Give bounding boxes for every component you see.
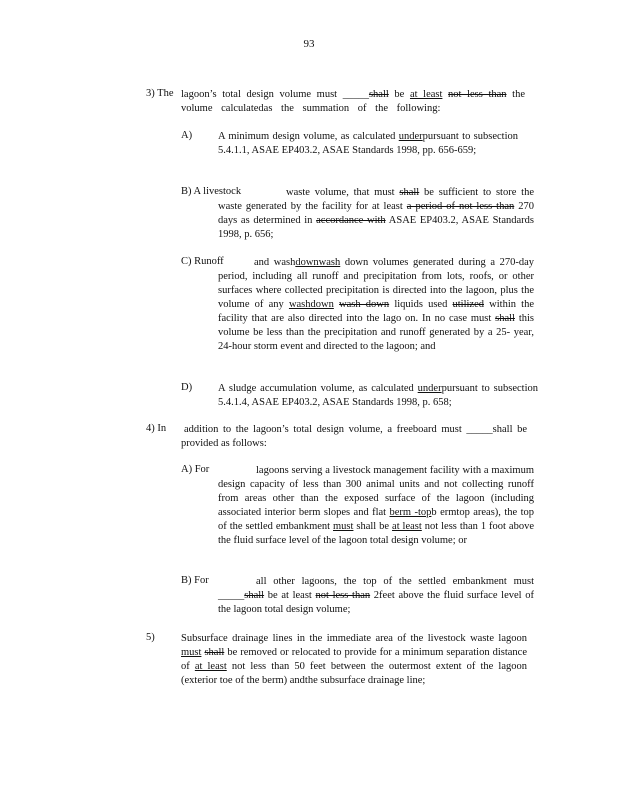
item-a-text [218, 130, 518, 158]
item-4a-ins-berm-top: berm -top [389, 507, 432, 518]
item-a-label: A) [181, 130, 193, 141]
item-c-text-2: down volumes generated during a 270-day period, including all runoff and precipitation from lots, roofs, or other surfaces where collected precipitation is directed into the lagoon, plus the volume of any [218, 257, 535, 310]
item-b-text-2: be sufficient to store the waste generated by the facility for at least [218, 187, 534, 212]
item-b-text-1: waste volume, that must [286, 187, 400, 198]
item-3-del-not-less-than: not less than [448, 89, 507, 100]
item-b-text [218, 186, 534, 242]
item-5-ins-at-least: at least [194, 661, 227, 672]
item-4a-text-1: lagoons serving a livestock management facility with a maximum design capacity of less than 300 animal units and not collecting runoff from areas other than the exposed surface of the lagoon (including associated interior berm slopes and flat [218, 465, 534, 518]
item-4a-ins-at-least: at least [392, 521, 422, 532]
item-4a-text-2: b ermtop areas), the top of the settled embankment [218, 507, 534, 532]
item-3-del-shall: shall [368, 89, 389, 100]
item-c-text [218, 256, 534, 354]
item-4-text-2: shall be provided as follows: [181, 424, 527, 449]
item-a-text-2: pursuant to subsection 5.4.1.1, ASAE EP403.2, ASAE Standards 1998, pp. 656-659; [218, 131, 518, 156]
item-3-mid: be [388, 89, 410, 100]
item-c-text-1: and wash [254, 257, 296, 268]
item-5-text-3: not less than 50 feet between the outermost extent of the lagoon (exterior toe of the berm) andthe subsurface drainage line; [181, 661, 527, 686]
item-4b-text-3: 2feet above the fluid surface level of the lagoon total design volume; [218, 590, 534, 615]
item-5-ins-must: must [181, 647, 202, 658]
item-4-text-1: addition to the lagoon’s total design volume, a freeboard must [184, 424, 467, 435]
item-4b-del-shall: shall [244, 590, 265, 601]
item-d-text-1: A sludge accumulation volume, as calculated [218, 383, 418, 394]
item-4b-label: B) For [181, 575, 209, 586]
item-4b-text-1: all other lagoons, the top of the settled embankment must [256, 576, 534, 587]
item-d-text-2: pursuant to subsection 5.4.1.4, ASAE EP403.2, ASAE Standards 1998, p. 658; [218, 383, 539, 408]
item-c-text-4: within the facility that are also directed into the lago on. In no case must [218, 299, 535, 324]
item-4b-blank: _____ [218, 590, 245, 601]
item-b-del-shall: shall [399, 187, 420, 198]
item-5-del-shall: shall [204, 647, 225, 658]
item-a-ins-under: under [398, 131, 423, 142]
item-3-text [181, 88, 525, 116]
item-b-del-accordance: accordance with [316, 215, 386, 226]
item-b-label: B) A livestock [181, 186, 242, 197]
item-c-del-shall: shall [495, 313, 515, 324]
item-3-label: 3) The [146, 88, 174, 99]
item-4-blank: _____ [466, 424, 493, 435]
item-4a-text-4: not less than 1 foot above the fluid surface level of the lagoon total design volume; or [218, 521, 534, 546]
item-c-text-5: this volume be less than the precipitation and runoff generated by a 25- year, 24-hour storm event and directed to the lagoon; and [218, 313, 535, 352]
item-b-text-4: ASAE EP403.2, ASAE Standards 1998, p. 656; [218, 215, 535, 240]
item-4-label: 4) In [146, 423, 167, 434]
item-3-line1-pre: lagoon’s total design volume must [181, 89, 338, 100]
item-3-ins-at-least: at least [409, 89, 443, 100]
item-c-del-wash-down: wash down [339, 299, 390, 310]
item-3-blank: _____ [342, 89, 369, 100]
item-c-del-utilized: utilized [452, 299, 484, 310]
item-3-post: the [506, 89, 525, 100]
item-5-text-2: be removed or relocated to provide for a minimum separation distance of [181, 647, 527, 672]
item-b-text-3: 270 days as determined in [218, 201, 534, 226]
item-b-del-period: a period of not less than [406, 201, 515, 212]
item-4b-del-not-less-than: not less than [315, 590, 371, 601]
item-4a-text-3: shall be [353, 521, 393, 532]
item-d-text [218, 382, 538, 410]
item-d-label: D) [181, 382, 193, 393]
item-5-text [181, 632, 527, 688]
item-4b-text-2: be at least [264, 590, 316, 601]
item-c-ins-washdown: washdown [288, 299, 334, 310]
item-5-text-1: Subsurface drainage lines in the immediate area of the livestock waste lagoon [181, 633, 527, 644]
item-4a-label: A) For [181, 464, 210, 475]
page-number: 93 [303, 38, 315, 50]
item-3-line2: volume calculatedas the summation of the following: [181, 103, 441, 114]
item-c-label: C) Runoff [181, 256, 224, 267]
item-4-text [181, 423, 527, 451]
item-4a-ins-must: must [333, 521, 354, 532]
item-4b-text [218, 575, 534, 617]
item-5-label: 5) [146, 632, 155, 643]
item-d-ins-under: under [417, 383, 442, 394]
item-4a-text [218, 464, 534, 548]
item-c-text-3: liquids used [389, 299, 453, 310]
item-a-text-1: A minimum design volume, as calculated [218, 131, 399, 142]
item-c-ins-downwash: downwash [295, 257, 341, 268]
